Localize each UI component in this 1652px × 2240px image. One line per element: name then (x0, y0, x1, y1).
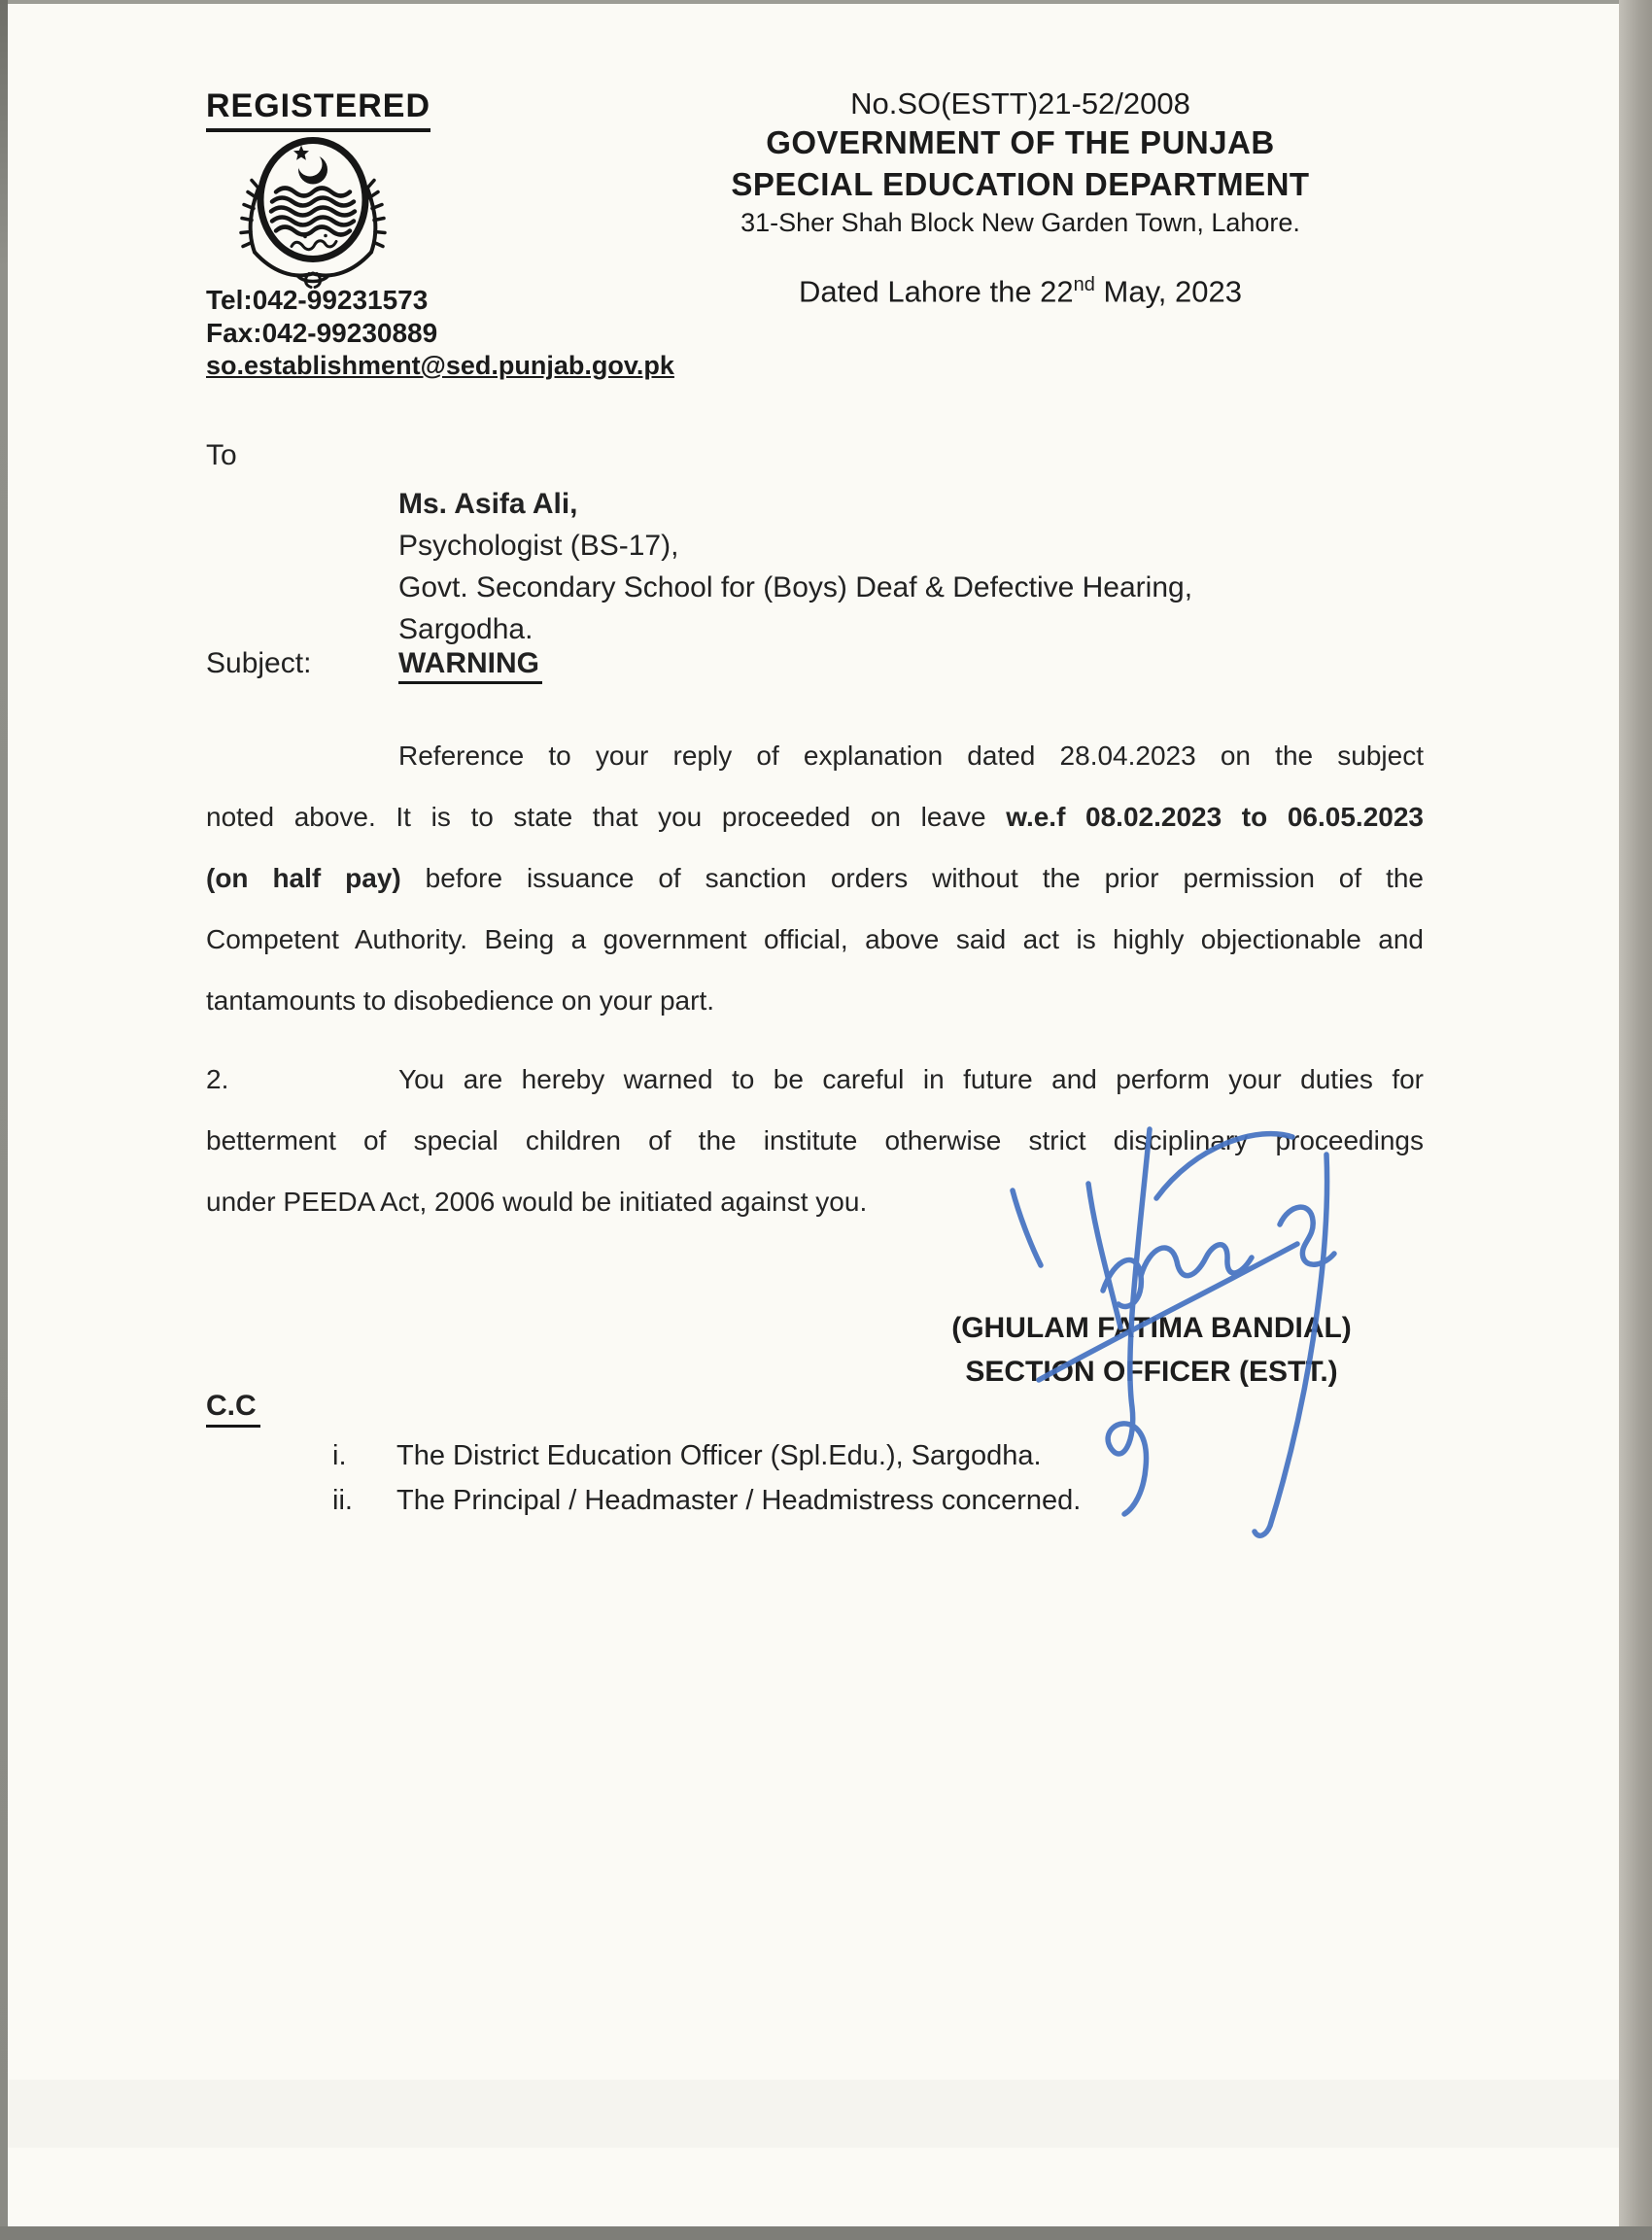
paragraph-line-text (398, 1049, 1424, 1110)
department-title: SPECIAL EDUCATION DEPARTMENT (731, 166, 1310, 202)
paragraph-line (206, 1049, 1424, 1110)
scan-edge-top (0, 0, 1652, 4)
paragraph-line (206, 909, 1424, 970)
cc-item (332, 1433, 1081, 1478)
scan-edge-right (1619, 0, 1652, 2240)
reference-number: No.SO(ESTT)21-52/2008 (850, 86, 1190, 121)
paragraph-line (206, 786, 1424, 847)
date-prefix: Dated Lahore the 22 (799, 274, 1074, 309)
cc-list (332, 1433, 1081, 1523)
text-segment: You are hereby warned to be careful in future and perform your duties for (398, 1064, 1424, 1094)
cc-item-text: The Principal / Headmaster / Headmistress concerned. (396, 1485, 1082, 1516)
fax-line: Fax:042-99230889 (206, 318, 438, 348)
paragraph (206, 1049, 1424, 1232)
scan-edge-bottom (0, 2226, 1652, 2240)
paragraph-line (206, 1171, 1424, 1232)
paragraph-line (206, 970, 1424, 1031)
date-ordinal: nd (1073, 274, 1095, 295)
subject-label: Subject: (206, 647, 312, 679)
subject-row (206, 647, 542, 680)
text-segment: under PEEDA Act, 2006 would be initiated against you. (206, 1187, 868, 1217)
letterhead-right (680, 86, 1360, 309)
email-line: so.establishment@sed.punjab.gov.pk (206, 351, 674, 380)
paragraph-line (206, 725, 1424, 786)
recipient-city: Sargodha. (398, 613, 533, 645)
government-title: GOVERNMENT OF THE PUNJAB (766, 124, 1275, 160)
letter-body (206, 725, 1424, 1232)
date-suffix: May, 2023 (1094, 274, 1242, 309)
department-address: 31-Sher Shah Block New Garden Town, Lahore. (740, 208, 1300, 237)
cc-item-numeral: ii. (332, 1485, 353, 1516)
text-segment: Reference to your reply of explanation dated 28.04.2023 on the subject (398, 741, 1424, 771)
signatory-block (923, 1306, 1380, 1394)
bold-text-segment: (on half pay) (206, 863, 401, 893)
text-segment: Competent Authority. Being a government official, above said act is highly objectionable and (206, 924, 1424, 954)
scan-edge-left (0, 0, 8, 2240)
to-label: To (206, 439, 237, 471)
cc-item-numeral: i. (332, 1440, 347, 1471)
paragraph-line (206, 847, 1424, 909)
signatory-title: SECTION OFFICER (ESTT.) (965, 1356, 1338, 1388)
cc-item-text: The District Education Officer (Spl.Edu.), Sargodha. (396, 1440, 1042, 1471)
tel-line: Tel:042-99231573 (206, 285, 429, 315)
signatory-name: (GHULAM FATIMA BANDIAL) (951, 1312, 1352, 1344)
cc-label: C.C (206, 1390, 260, 1428)
subject-value: WARNING (398, 647, 542, 684)
recipient-block (398, 483, 1192, 650)
recipient-name: Ms. Asifa Ali, (398, 488, 578, 520)
paragraph-line (206, 1110, 1424, 1171)
text-segment: tantamounts to disobedience on your part. (206, 985, 715, 1016)
text-segment: before issuance of sanction orders without the prior permission of the (400, 863, 1424, 893)
punjab-crest-logo (216, 126, 410, 290)
contact-block (206, 284, 674, 381)
recipient-institution: Govt. Secondary School for (Boys) Deaf & Defective Hearing, (398, 571, 1193, 603)
cc-item (332, 1478, 1081, 1523)
bold-text-segment: w.e.f 08.02.2023 to 06.05.2023 (1006, 802, 1424, 832)
date-line (680, 274, 1360, 309)
scan-shading (8, 2080, 1619, 2148)
paragraph-number: 2. (206, 1064, 229, 1094)
text-segment: betterment of special children of the institute otherwise strict disciplinary proceedings (206, 1125, 1424, 1155)
recipient-designation: Psychologist (BS-17), (398, 530, 679, 562)
paragraph (206, 725, 1424, 1031)
registered-stamp: REGISTERED (206, 87, 430, 132)
text-segment: noted above. It is to state that you proceeded on leave (206, 802, 1007, 832)
